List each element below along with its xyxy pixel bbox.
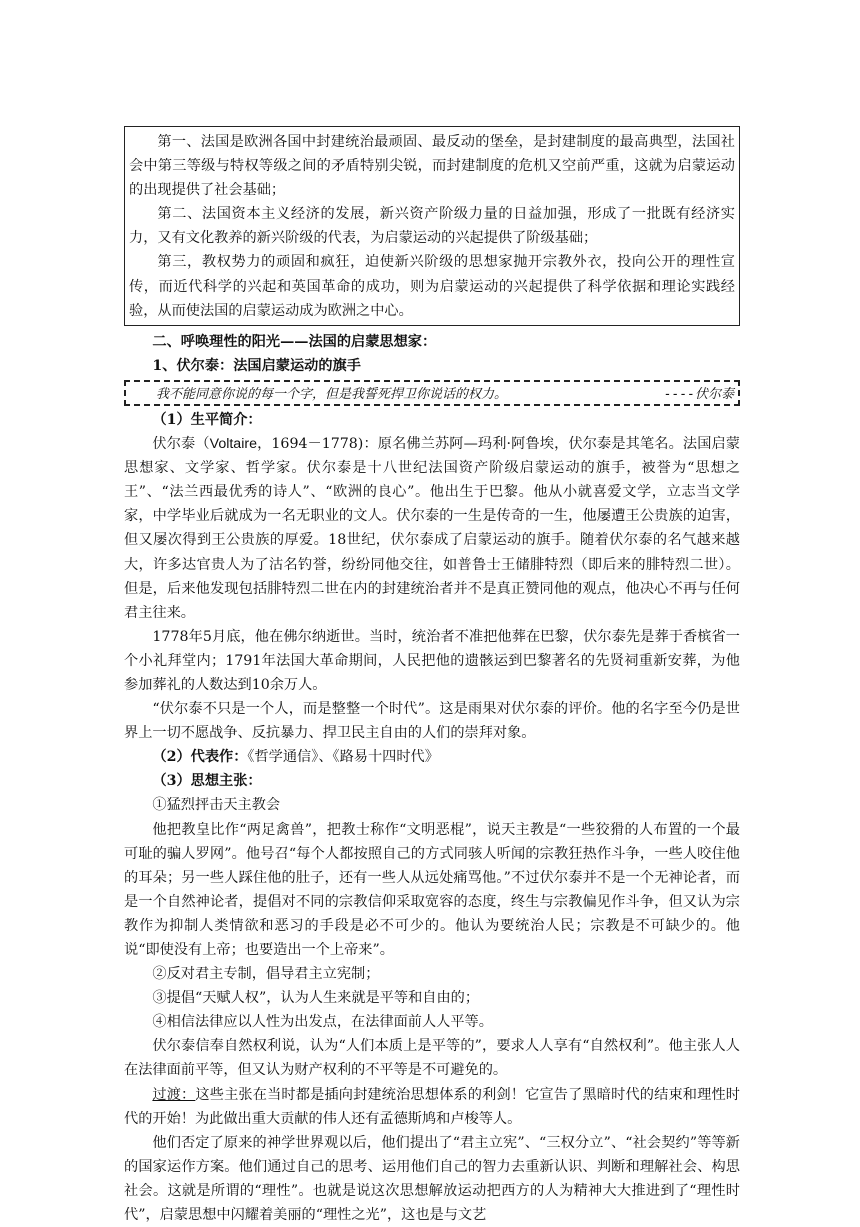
sub-title: 1、伏尔泰：法国启蒙运动的旗手 xyxy=(152,357,361,374)
works-line xyxy=(124,745,740,769)
bio-paragraph-1 xyxy=(124,432,740,625)
bio-p1-a: 伏尔泰（ xyxy=(152,436,210,453)
bio-p1-en: Voltaire xyxy=(209,436,257,453)
idea-4: ④相信法律应以人性为出发点，在法律面前人人平等。 xyxy=(152,1014,493,1031)
background-box xyxy=(124,126,740,326)
transition-paragraph xyxy=(124,1083,740,1131)
box-paragraph-1: 第一、法国是欧洲各国中封建统治最顽固、最反动的堡垒，是封建制度的最高典型，法国社会中第三等级与特权等级之间的矛盾特别尖锐，而封建制度的危机又空前严重，这就为启蒙运动的出现提供了社会基础； xyxy=(129,134,735,199)
transition-label: 过渡： xyxy=(152,1086,196,1103)
quote-box xyxy=(124,380,740,406)
section-title: 二、呼唤理性的阳光——法国的启蒙思想家： xyxy=(152,333,437,350)
idea-1: ①猛烈抨击天主教会 xyxy=(152,797,281,814)
quote-author: ----伏尔泰 xyxy=(663,387,734,403)
bio-paragraph-2: 1778年5月底，他在佛尔纳逝世。当时，统治者不准把他葬在巴黎，伏尔泰先是葬于香槟省一个小礼拜堂内；1791年法国大革命期间，人民把他的遗骸运到巴黎著名的先贤祠重新安葬，为他参加葬礼的人数达到10余万人。 xyxy=(124,628,740,693)
works-heading: （2）代表作： xyxy=(152,749,248,766)
rights-paragraph: 伏尔泰信奉自然权利说，认为“人们本质上是平等的”，要求人人享有“自然权利”。他主张人人在法律面前平等，但又认为财产权利的不平等是不可避免的。 xyxy=(124,1038,740,1079)
transition-text: 这些主张在当时都是插向封建统治思想体系的利剑！它宣告了黑暗时代的结束和理性时代的开始！为此做出重大贡献的伟人还有孟德斯鸠和卢梭等人。 xyxy=(124,1086,740,1127)
idea-3: ③提倡“天赋人权”，认为人生来就是平等和自由的； xyxy=(152,990,480,1007)
quote-text: 我不能同意你说的每一个字，但是我誓死捍卫你说话的权力。 xyxy=(156,387,508,403)
ideas-heading: （3）思想主张： xyxy=(152,773,262,790)
bio-paragraph-3: “伏尔泰不只是一个人，而是整整一个时代”。这是雨果对伏尔泰的评价。他的名字至今仍是世界上一切不愿战争、反抗暴力、捍卫民主自由的人们的崇拜对象。 xyxy=(124,701,740,742)
works-text: 《哲学通信》、《路易十四时代》 xyxy=(247,749,439,766)
bio-p1-b: ，1694－1778)：原名佛兰苏阿—玛利·阿鲁埃，伏尔泰是其笔名。法国启蒙思想家、文学家、哲学家。伏尔泰是十八世纪法国资产阶级启蒙运动的旗手，被誉为“思想之王”、“法兰西最优秀的诗人”、“欧洲的良心”。他出生于巴黎。他从小就喜爱文学，立志当文学家，中学毕业后就成为一名无职业的文人。伏尔泰的一生是传奇的一生，他屡遭王公贵族的迫害，但又屡次得到王公贵族的厚爱。18世纪，伏尔泰成了启蒙运动的旗手。随着伏尔泰的名气越来越大，许多达官贵人为了沽名钓誉，纷纷同他交往，如普鲁士王储腓特烈（即后来的腓特烈二世）。但是，后来他发现包括腓特烈二世在内的封建统治者并不是真正赞同他的观点，他决心不再与任何君主往来。 xyxy=(124,436,740,621)
bio-heading: （1）生平简介： xyxy=(152,411,262,428)
idea-1-text: 他把教皇比作“两足禽兽”，把教士称作“文明恶棍”，说天主教是“一些狡猾的人布置的一个最可耻的骗人罗网”。他号召“每个人都按照自己的方式同骇人听闻的宗教狂热作斗争，一些人咬住他的耳朵；另一些人踩住他的肚子，还有一些人从远处痛骂他。”不过伏尔泰并不是一个无神论者，而是一个自然神论者，提倡对不同的宗教信仰采取宽容的态度，终生与宗教偏见作斗争，但又认为宗教作为抑制人类情欲和恶习的手段是必不可少的。他认为要统治人民；宗教是不可缺少的。他说“即使没有上帝；也要造出一个上帝来”。 xyxy=(124,821,740,958)
box-paragraph-3: 第三，教权势力的顽固和疯狂，迫使新兴阶级的思想家抛开宗教外衣，投向公开的理性宣传，而近代科学的兴起和英国革命的成功，则为启蒙运动的兴起提供了科学依据和理论实践经验，从而使法国的启蒙运动成为欧洲之中心。 xyxy=(129,254,735,319)
final-paragraph: 他们否定了原来的神学世界观以后，他们提出了“君主立宪”、“三权分立”、“社会契约”等等新的国家运作方案。他们通过自己的思考、运用他们自己的智力去重新认识、判断和理解社会、构思社会。这就是所谓的“理性”。也就是说这次思想解放运动把西方的人为精神大大推进到了“理性时代”，启蒙思想中闪耀着美丽的“理性之光”，这也是与文艺 xyxy=(124,1134,740,1224)
document-page xyxy=(124,126,740,1227)
idea-2: ②反对君主专制，倡导君主立宪制； xyxy=(152,966,380,983)
box-paragraph-2: 第二、法国资本主义经济的发展，新兴资产阶级力量的日益加强，形成了一批既有经济实力，又有文化教养的新兴阶级的代表，为启蒙运动的兴起提供了阶级基础； xyxy=(129,206,735,247)
